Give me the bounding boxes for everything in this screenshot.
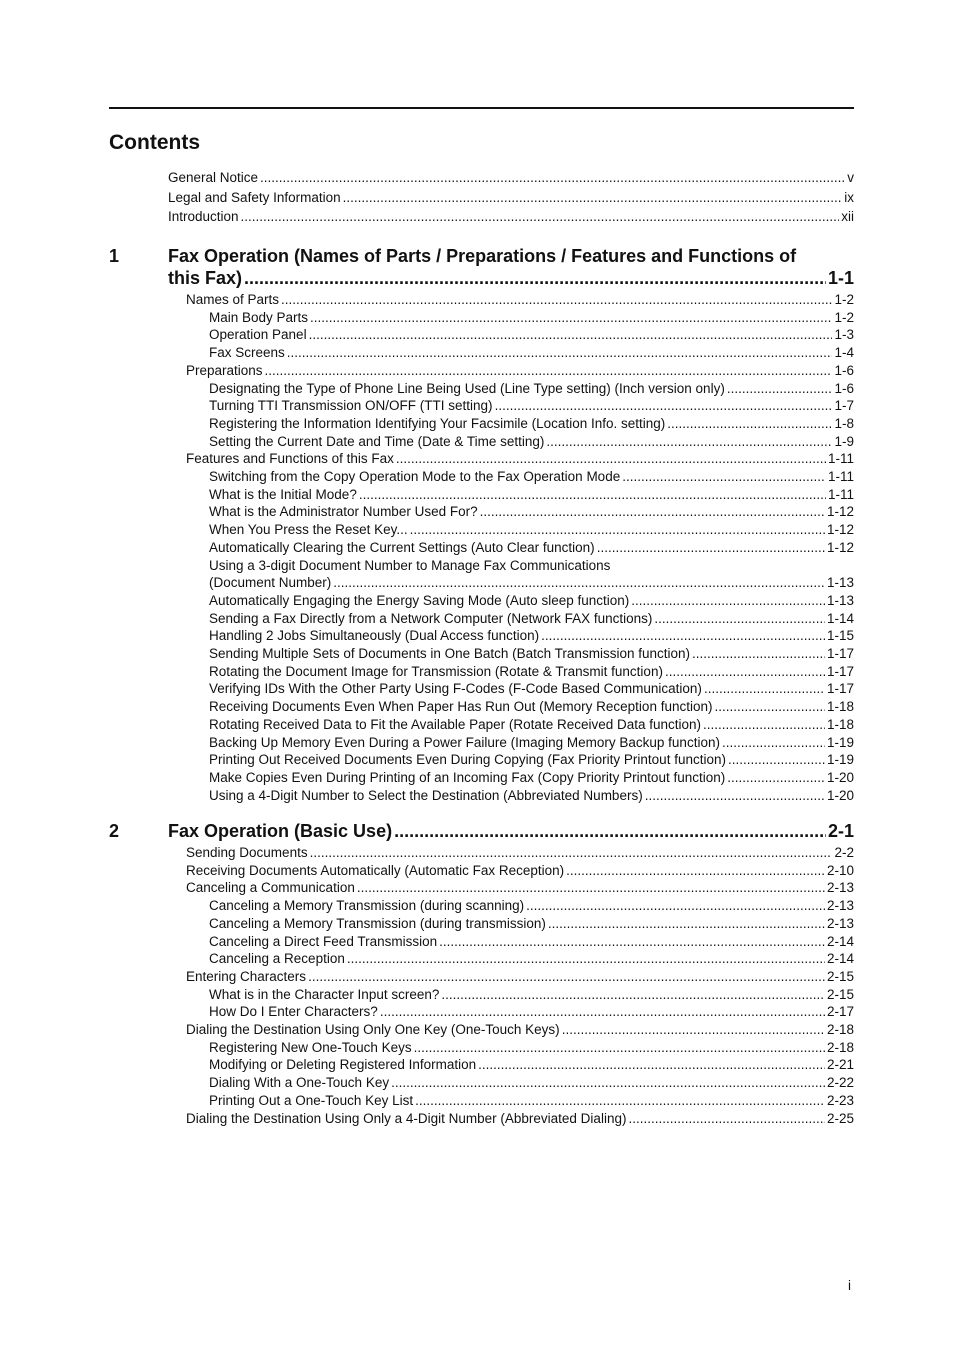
toc-subsection[interactable] [186,663,854,681]
toc-entry-page: 2-18 [826,1022,854,1038]
toc-entry-page: 1-11 [827,451,854,467]
toc-entry-title: Sending a Fax Directly from a Network Computer (Network FAX functions) [209,610,653,626]
toc-subsection[interactable] [186,574,854,592]
leader-dots [265,362,833,380]
toc-entry-page: 2-15 [826,968,854,984]
toc-entry-title: Legal and Safety Information [168,189,341,205]
chapter-number: 1 [109,246,120,266]
toc-subsection[interactable] [186,309,854,327]
toc-subsection[interactable] [186,933,854,951]
toc-entry-title: Introduction [168,209,239,224]
leader-dots [309,326,833,344]
chapter-title-cont: this Fax) [168,268,243,288]
toc-subsection[interactable] [186,397,854,415]
toc-entry-title: What is in the Character Input screen? [209,986,440,1002]
leader-dots [241,207,840,227]
toc-entry-page: 1-12 [826,522,854,538]
toc-section[interactable] [186,879,854,897]
toc-entry-title: Using a 4-Digit Number to Select the Destination (Abbreviated Numbers) [209,787,643,803]
toc-subsection[interactable] [186,716,854,734]
leader-dots [526,897,825,915]
leader-dots [357,879,825,897]
toc-entry-page: 1-13 [826,575,854,591]
toc-entry-title: Canceling a Reception [209,951,345,967]
toc-subsection[interactable] [186,787,854,805]
leader-dots [548,915,825,933]
leader-dots [546,433,832,451]
toc-entry-page: 2-23 [826,1092,854,1108]
leader-dots [631,592,825,610]
toc-entry-title: Registering New One-Touch Keys [209,1039,412,1055]
toc-entry-page: 1-19 [826,734,854,750]
toc-entry-title: Canceling a Communication [186,880,355,896]
leader-dots [410,521,825,539]
toc-entry-title: Verifying IDs With the Other Party Using F-Codes (F-Code Based Communication) [209,681,702,697]
toc-entry-title: Backing Up Memory Even During a Power Failure (Imaging Memory Backup function) [209,734,720,750]
toc-entry-title: Designating the Type of Phone Line Being Used (Line Type setting) (Inch version only) [209,380,725,396]
toc-entry-title: Registering the Information Identifying Your Facsimile (Location Info. setting) [209,415,666,431]
toc-entry-page: 2-13 [826,915,854,931]
toc-entry-page: 1-18 [826,716,854,732]
toc-subsection[interactable] [186,486,854,504]
chapter-title-entry[interactable] [168,820,854,842]
toc-subsection[interactable] [186,539,854,557]
chapter-page: 1-1 [827,268,854,288]
leader-dots [333,574,825,592]
leader-dots [727,380,833,398]
toc-entry-page: 1-8 [834,415,854,431]
toc-section[interactable] [186,362,854,380]
toc-subsection[interactable] [186,645,854,663]
leader-dots [260,168,845,188]
toc-subsection[interactable] [186,986,854,1004]
toc-entry-title: Dialing With a One-Touch Key [209,1075,390,1091]
toc-entry-page: 1-7 [834,398,854,414]
toc-entry-page: 1-4 [834,345,854,361]
toc-entry-title: When You Press the Reset Key... [209,522,408,538]
toc-section[interactable] [186,1110,854,1128]
toc-entry-page: 2-14 [826,933,854,949]
chapter-number: 2 [109,821,120,841]
leader-dots [727,769,825,787]
front-matter-list [168,168,854,227]
leader-dots [287,344,833,362]
toc-entry-page: 1-17 [826,646,854,662]
leader-dots [628,1110,825,1128]
toc-entry-page: 1-14 [826,610,854,626]
toc-entry-page: xii [841,209,854,224]
chapter-title: Fax Operation (Basic Use) [168,821,393,841]
chapter-page: 2-1 [827,821,854,841]
toc-entry-title: Rotating Received Data to Fit the Available Paper (Rotate Received Data function) [209,716,702,732]
toc-subsection[interactable] [186,734,854,752]
toc-entry-title: Printing Out Received Documents Even During Copying (Fax Priority Printout function) [209,752,726,768]
leader-dots [665,663,825,681]
toc-entry-title: Rotating the Document Image for Transmission (Rotate & Transmit function) [209,663,663,679]
leader-dots [704,680,825,698]
toc-subsection[interactable] [186,1092,854,1110]
leader-dots [722,734,825,752]
top-rule [109,107,854,109]
toc-subsection[interactable] [186,610,854,628]
leader-dots [692,645,825,663]
toc-subsection[interactable] [186,521,854,539]
toc-entry-page: 2-13 [826,898,854,914]
leader-dots [310,309,832,327]
toc-entry-title: What is the Administrator Number Used For? [209,504,478,520]
toc-entry-title: Automatically Clearing the Current Settings (Auto Clear function) [209,539,595,555]
toc-entry-title: (Document Number) [209,575,332,591]
toc-entry-page: 1-20 [826,787,854,803]
leader-dots [439,933,825,951]
toc-entry-page: 2-17 [826,1004,854,1020]
leader-dots [394,820,826,842]
toc-entry-page: 2-21 [826,1057,854,1073]
toc-entry-page: 1-13 [826,592,854,608]
toc-entry-title: Receiving Documents Even When Paper Has Run Out (Memory Reception function) [209,699,713,715]
toc-subsection[interactable] [186,1003,854,1021]
toc-entry-page: 1-12 [826,539,854,555]
toc-subsection[interactable] [186,897,854,915]
toc-subsection[interactable] [186,415,854,433]
leader-dots [654,610,825,628]
toc-entry-title: Turning TTI Transmission ON/OFF (TTI setting) [209,398,493,414]
toc-subsection[interactable] [186,503,854,521]
toc-subsection[interactable] [186,433,854,451]
toc-entry-page: 2-13 [826,880,854,896]
leader-dots [495,397,833,415]
toc-entry-page: 2-25 [826,1110,854,1126]
toc-entry-page: 1-11 [827,469,854,485]
toc-entry-title: What is the Initial Mode? [209,486,357,502]
leader-dots [347,950,825,968]
toc-entry-page: 2-10 [826,862,854,878]
toc-entry-title: Modifying or Deleting Registered Information [209,1057,477,1073]
chapter-2 [109,820,854,1127]
toc-section[interactable] [186,1021,854,1039]
leader-dots [391,1074,825,1092]
chapter-title-entry[interactable] [168,267,854,289]
toc-entry-title: Entering Characters [186,968,307,984]
chapter-2-sections [186,844,854,1127]
toc-subsection[interactable] [186,1056,854,1074]
leader-dots [714,698,824,716]
toc-entry-title: Handling 2 Jobs Simultaneously (Dual Access function) [209,628,540,644]
toc-entry-title: Using a 3-digit Document Number to Manage Fax Communications [209,557,611,573]
toc-section[interactable] [186,844,854,862]
toc-subsection[interactable] [186,751,854,769]
leader-dots [597,539,825,557]
toc-entry-title: Canceling a Memory Transmission (during transmission) [209,915,546,931]
leader-dots [343,188,843,208]
toc-entry-page: 1-9 [834,433,854,449]
chapter-1 [109,245,854,804]
toc-entry-page: 1-2 [834,309,854,325]
toc-entry-page: 1-18 [826,699,854,715]
toc-subsection[interactable] [186,592,854,610]
leader-dots [480,503,825,521]
toc-entry[interactable] [168,188,854,208]
toc-subsection[interactable] [186,769,854,787]
toc-entry-title: Make Copies Even During Printing of an Incoming Fax (Copy Priority Printout function) [209,769,726,785]
toc-subsection[interactable] [186,1074,854,1092]
leader-dots [566,862,825,880]
leader-dots [414,1039,825,1057]
leader-dots [281,291,832,309]
toc-entry-page: 2-14 [826,951,854,967]
toc-entry-page: 1-2 [834,292,854,307]
toc-subsection[interactable] [186,680,854,698]
chapter-title: Fax Operation (Names of Parts / Preparations / Features and Functions of [168,246,797,266]
toc-entry-title: General Notice [168,170,259,185]
toc-entry-title: Operation Panel [209,327,307,343]
toc-subsection[interactable] [186,1039,854,1057]
toc-section[interactable] [186,450,854,468]
toc-subsection[interactable] [186,326,854,344]
toc-subsection[interactable] [186,915,854,933]
leader-dots [244,267,826,289]
leader-dots [541,627,825,645]
page-title: Contents [109,131,200,154]
leader-dots [380,1003,825,1021]
toc-entry-title: Setting the Current Date and Time (Date & Time setting) [209,433,545,449]
toc-entry-page: ix [844,189,854,205]
toc-subsection[interactable] [186,468,854,486]
toc-entry-title: Receiving Documents Automatically (Automatic Fax Reception) [186,862,565,878]
toc-entry-page: 1-12 [826,504,854,520]
toc-subsection[interactable] [186,698,854,716]
toc-entry-page: 1-15 [826,628,854,644]
toc-entry-page: 1-11 [827,486,854,502]
toc-subsection[interactable] [186,950,854,968]
leader-dots [728,751,825,769]
toc-subsection[interactable] [186,380,854,398]
toc-entry-title: Printing Out a One-Touch Key List [209,1092,414,1108]
leader-dots [310,844,833,862]
toc-entry-title: Dialing the Destination Using Only a 4-Digit Number (Abbreviated Dialing) [186,1110,627,1126]
chapter-1-sections [186,291,854,804]
leader-dots [415,1092,825,1110]
toc-entry-title: Dialing the Destination Using Only One Key (One-Touch Keys) [186,1022,560,1038]
leader-dots [359,486,826,504]
leader-dots [703,716,825,734]
toc-entry-title: Canceling a Direct Feed Transmission [209,933,438,949]
toc-entry-title: Sending Documents [186,845,308,860]
toc-subsection[interactable] [186,627,854,645]
toc-entry-title: Canceling a Memory Transmission (during scanning) [209,898,525,914]
toc-entry-title: How Do I Enter Characters? [209,1004,378,1020]
toc-entry-title: Switching from the Copy Operation Mode to the Fax Operation Mode [209,469,621,485]
toc-entry-page: 1-6 [834,380,854,396]
toc-entry-page: 1-3 [834,327,854,343]
toc-entry-page: 2-15 [826,986,854,1002]
leader-dots [441,986,825,1004]
leader-dots [622,468,826,486]
toc-entry-page: 2-18 [826,1039,854,1055]
toc-entry-title: Features and Functions of this Fax [186,451,394,467]
toc-entry-page: 1-20 [826,769,854,785]
toc-entry[interactable] [168,207,854,227]
toc-entry-title: Automatically Engaging the Energy Saving Mode (Auto sleep function) [209,592,630,608]
toc-entry-title: Main Body Parts [209,309,309,325]
toc-entry-title: Fax Screens [209,345,285,361]
toc-entry-page: v [847,170,854,185]
leader-dots [645,787,825,805]
toc-entry-page: 1-17 [826,663,854,679]
leader-dots [396,450,826,468]
toc-section[interactable] [186,968,854,986]
toc-entry-title: Sending Multiple Sets of Documents in One Batch (Batch Transmission function) [209,646,690,662]
toc-entry-page: 2-2 [834,845,854,860]
page-number: i [848,1278,851,1293]
leader-dots [308,968,825,986]
toc-section[interactable] [186,291,854,309]
toc-entry-page: 2-22 [826,1075,854,1091]
toc-entry-title: Names of Parts [186,292,280,307]
toc-subsection[interactable] [186,344,854,362]
toc-entry-title: Preparations [186,362,263,378]
toc-section[interactable] [186,862,854,880]
toc-entry-page: 1-17 [826,681,854,697]
toc-entry-page: 1-6 [834,362,854,378]
toc-entry-page: 1-19 [826,752,854,768]
leader-dots [562,1021,825,1039]
leader-dots [667,415,832,433]
toc-entry[interactable] [168,168,854,188]
leader-dots [478,1056,825,1074]
